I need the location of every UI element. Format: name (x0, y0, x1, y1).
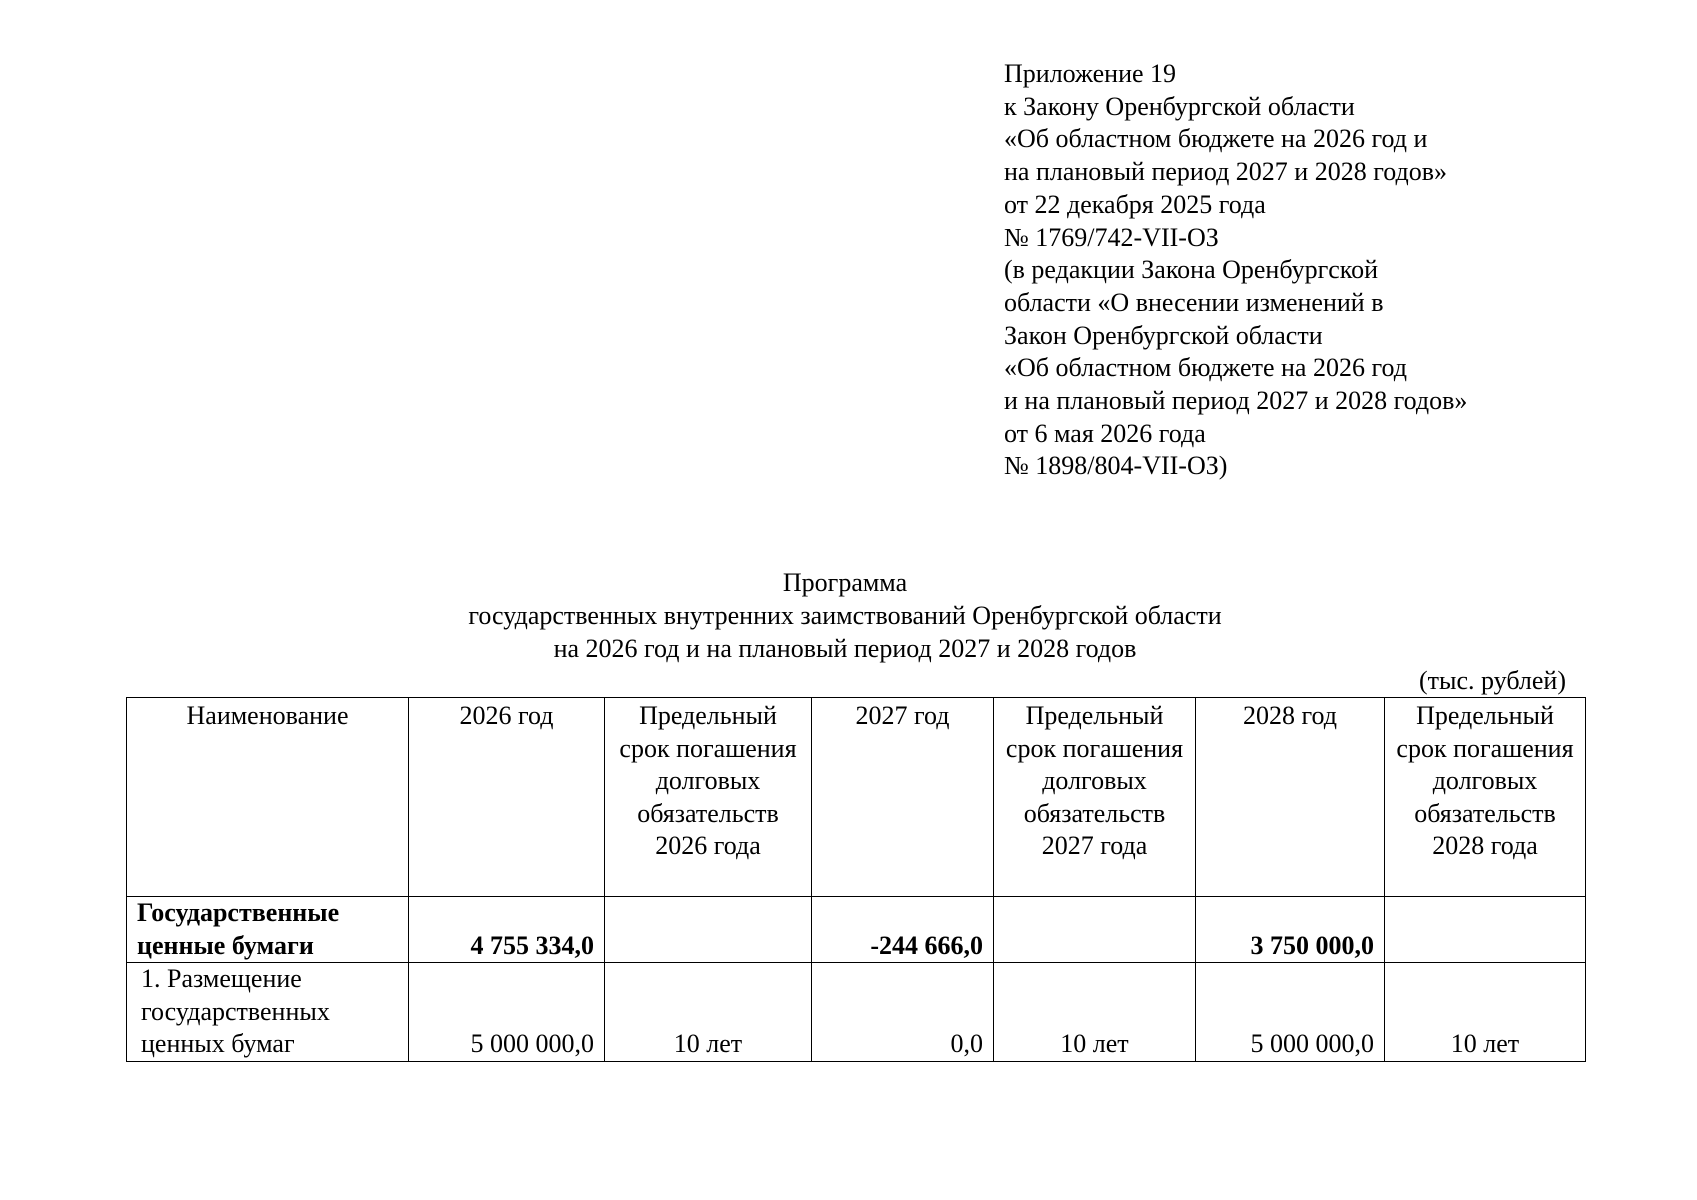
row-term-2028 (1385, 897, 1586, 963)
units-label: (тыс. рублей) (1418, 666, 1566, 695)
appendix-line: области «О внесении изменений в (1004, 287, 1384, 317)
appendix-line: от 6 мая 2026 года (1004, 418, 1206, 448)
table-header-row (127, 698, 1586, 897)
row-term-2028: 10 лет (1385, 963, 1586, 1062)
header-2026: 2026 год (409, 698, 605, 897)
row-term-2027: 10 лет (994, 963, 1196, 1062)
header-term-2027: Предельный срок погашения долговых обязательств 2027 года (994, 698, 1196, 897)
title-line-2: государственных внутренних заимствований Оренбургской области (468, 601, 1222, 630)
header-2028: 2028 год (1196, 698, 1385, 897)
appendix-line: «Об областном бюджете на 2026 год (1004, 353, 1407, 383)
borrowing-program-table (126, 697, 1586, 1062)
row-value-2028: 5 000 000,0 (1196, 963, 1385, 1062)
header-term-2026: Предельный срок погашения долговых обязательств 2026 года (605, 698, 812, 897)
appendix-line: к Закону Оренбургской области (1004, 91, 1355, 121)
appendix-line: Закон Оренбургской области (1004, 320, 1323, 350)
appendix-line: от 22 декабря 2025 года (1004, 189, 1266, 219)
table-row (127, 897, 1586, 963)
row-value-2027: -244 666,0 (812, 897, 994, 963)
appendix-line: «Об областном бюджете на 2026 год и (1004, 124, 1428, 154)
row-name: 1. Размещение государственных ценных бумаг (127, 963, 409, 1062)
title-line-3: на 2026 год и на плановый период 2027 и 2028 годов (553, 634, 1137, 663)
header-term-2028: Предельный срок погашения долговых обязательств 2028 года (1385, 698, 1586, 897)
title-line-1: Программа (782, 568, 908, 597)
row-value-2028: 3 750 000,0 (1196, 897, 1385, 963)
appendix-line: и на плановый период 2027 и 2028 годов» (1004, 386, 1468, 416)
appendix-line: № 1769/742-VII-ОЗ (1004, 222, 1219, 252)
appendix-line: № 1898/804-VII-ОЗ) (1004, 451, 1228, 481)
header-name: Наименование (127, 698, 409, 897)
row-term-2026: 10 лет (605, 963, 812, 1062)
row-value-2027: 0,0 (812, 963, 994, 1062)
row-value-2026: 4 755 334,0 (409, 897, 605, 963)
row-value-2026: 5 000 000,0 (409, 963, 605, 1062)
row-term-2026 (605, 897, 812, 963)
row-term-2027 (994, 897, 1196, 963)
header-2027: 2027 год (812, 698, 994, 897)
appendix-line: (в редакции Закона Оренбургской (1004, 255, 1379, 285)
appendix-header (1004, 58, 1604, 483)
appendix-line: Приложение 19 (1004, 59, 1177, 88)
row-name: Государственные ценные бумаги (127, 897, 409, 963)
table-row (127, 963, 1586, 1062)
appendix-line: на плановый период 2027 и 2028 годов» (1004, 157, 1447, 187)
